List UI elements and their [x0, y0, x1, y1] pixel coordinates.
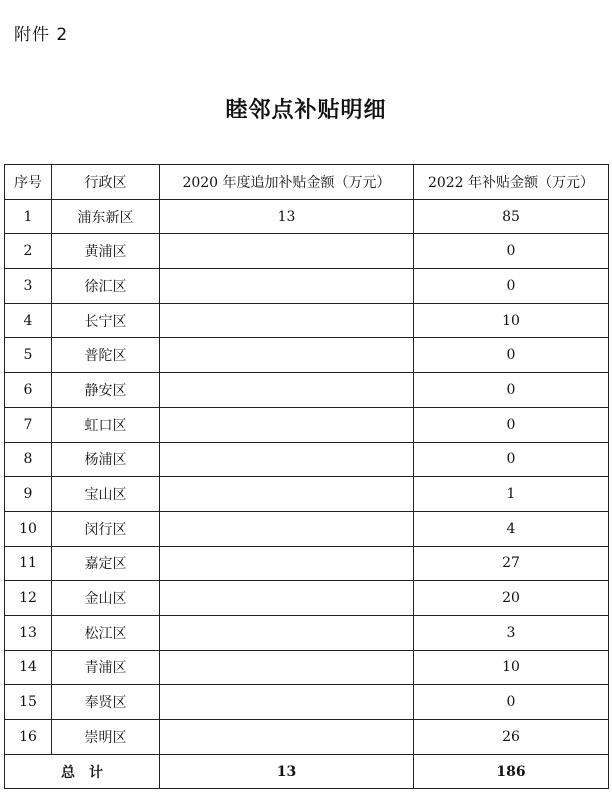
cell-seq: 14	[5, 650, 52, 685]
cell-amount-2022: 3	[414, 615, 609, 650]
cell-district: 嘉定区	[52, 546, 160, 581]
cell-district: 杨浦区	[52, 442, 160, 477]
table-row	[5, 269, 609, 304]
cell-seq: 8	[5, 442, 52, 477]
cell-amount-2022: 0	[414, 685, 609, 720]
cell-district: 静安区	[52, 373, 160, 408]
table-row	[5, 234, 609, 269]
table-row	[5, 720, 609, 755]
cell-district: 金山区	[52, 581, 160, 616]
cell-seq: 5	[5, 338, 52, 373]
cell-district: 青浦区	[52, 650, 160, 685]
cell-district: 徐汇区	[52, 269, 160, 304]
cell-amount-2020	[160, 303, 414, 338]
total-label	[5, 754, 160, 789]
cell-seq: 3	[5, 269, 52, 304]
attachment-label: 附件 2	[14, 25, 69, 45]
cell-amount-2020	[160, 720, 414, 755]
header-seq: 序号	[5, 165, 52, 200]
cell-seq: 13	[5, 615, 52, 650]
header-amount-2020: 2020 年度追加补贴金额（万元）	[160, 165, 414, 200]
table-row	[5, 477, 609, 512]
cell-amount-2020	[160, 338, 414, 373]
subsidy-detail-table	[4, 164, 609, 789]
cell-amount-2022: 0	[414, 269, 609, 304]
cell-amount-2022: 0	[414, 338, 609, 373]
cell-amount-2022: 26	[414, 720, 609, 755]
cell-district: 浦东新区	[52, 199, 160, 234]
cell-amount-2022: 10	[414, 303, 609, 338]
cell-amount-2020	[160, 615, 414, 650]
cell-amount-2022: 10	[414, 650, 609, 685]
cell-seq: 15	[5, 685, 52, 720]
table-row	[5, 338, 609, 373]
table-row	[5, 615, 609, 650]
cell-amount-2022: 85	[414, 199, 609, 234]
header-amount-2022: 2022 年补贴金额（万元）	[414, 165, 609, 200]
cell-seq: 7	[5, 407, 52, 442]
cell-seq: 9	[5, 477, 52, 512]
cell-amount-2020	[160, 442, 414, 477]
cell-amount-2020	[160, 373, 414, 408]
cell-amount-2022: 0	[414, 407, 609, 442]
table-row	[5, 511, 609, 546]
table-row	[5, 373, 609, 408]
cell-seq: 6	[5, 373, 52, 408]
cell-amount-2020	[160, 269, 414, 304]
cell-district: 普陀区	[52, 338, 160, 373]
cell-district: 闵行区	[52, 511, 160, 546]
cell-seq: 11	[5, 546, 52, 581]
table-row	[5, 407, 609, 442]
cell-district: 虹口区	[52, 407, 160, 442]
cell-district: 崇明区	[52, 720, 160, 755]
table-row	[5, 581, 609, 616]
cell-amount-2020: 13	[160, 199, 414, 234]
table-row	[5, 303, 609, 338]
cell-amount-2022: 20	[414, 581, 609, 616]
total-amount-2022: 186	[414, 754, 609, 789]
cell-district: 宝山区	[52, 477, 160, 512]
cell-seq: 12	[5, 581, 52, 616]
table-row	[5, 546, 609, 581]
table-header-row	[5, 165, 609, 200]
cell-amount-2022: 27	[414, 546, 609, 581]
cell-district: 奉贤区	[52, 685, 160, 720]
cell-seq: 1	[5, 199, 52, 234]
table-row	[5, 685, 609, 720]
cell-amount-2022: 0	[414, 373, 609, 408]
cell-amount-2020	[160, 546, 414, 581]
table-row	[5, 199, 609, 234]
cell-seq: 2	[5, 234, 52, 269]
cell-amount-2020	[160, 234, 414, 269]
cell-amount-2020	[160, 650, 414, 685]
table-row	[5, 442, 609, 477]
cell-seq: 16	[5, 720, 52, 755]
cell-district: 长宁区	[52, 303, 160, 338]
table-body	[5, 199, 609, 754]
cell-district: 松江区	[52, 615, 160, 650]
cell-amount-2022: 0	[414, 442, 609, 477]
total-amount-2020: 13	[160, 754, 414, 789]
cell-amount-2020	[160, 511, 414, 546]
cell-amount-2020	[160, 407, 414, 442]
header-district: 行政区	[52, 165, 160, 200]
cell-district: 黄浦区	[52, 234, 160, 269]
cell-seq: 4	[5, 303, 52, 338]
page-title: 睦邻点补贴明细	[225, 97, 387, 123]
cell-seq: 10	[5, 511, 52, 546]
cell-amount-2020	[160, 477, 414, 512]
cell-amount-2020	[160, 581, 414, 616]
cell-amount-2022: 4	[414, 511, 609, 546]
total-label-text: 总计	[61, 764, 117, 781]
cell-amount-2020	[160, 685, 414, 720]
total-row	[5, 754, 609, 789]
cell-amount-2022: 0	[414, 234, 609, 269]
table-row	[5, 650, 609, 685]
cell-amount-2022: 1	[414, 477, 609, 512]
